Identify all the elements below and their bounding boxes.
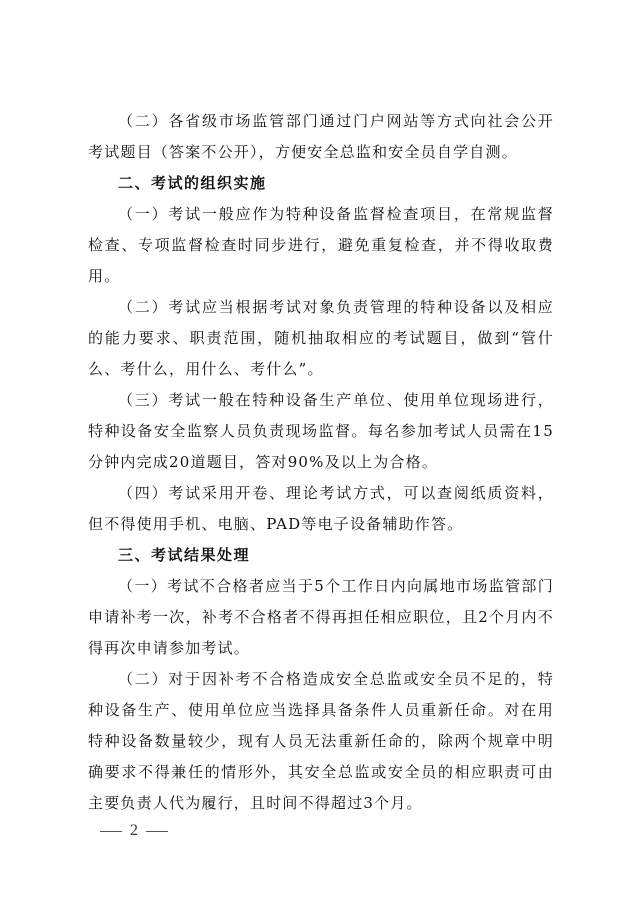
document-body: [88, 106, 554, 819]
page-number: 2: [130, 822, 138, 839]
paragraph-onsite-exam: （三）考试一般在特种设备生产单位、使用单位现场进行，特种设备安全监察人员负责现场监督。每名参加考试人员需在15分钟内完成20道题目，答对90%及以上为合格。: [88, 391, 554, 471]
paragraph-2-2-public-questions: （二）各省级市场监管部门通过门户网站等方式向社会公开考试题目（答案不公开），方便安全总监和安全员自学自测。: [88, 112, 554, 161]
paragraph-retake: （一）考试不合格者应当于5个工作日内向属地市场监管部门申请补考一次，补考不合格者不得再担任相应职位，且2个月内不得再次申请参加考试。: [88, 577, 554, 657]
paragraph-reappointment: （二）对于因补考不合格造成安全总监或安全员不足的，特种设备生产、使用单位应当选择具备条件人员重新任命。对在用特种设备数量较少，现有人员无法重新任命的，除两个规章中明确要求不得兼任的情形外，其安全总监或安全员的相应职责可由主要负责人代为履行，且时间不得超过3个月。: [88, 670, 554, 812]
page-footer: [92, 822, 176, 840]
paragraph-open-book: （四）考试采用开卷、理论考试方式，可以查阅纸质资料，但不得使用手机、电脑、PAD等电子设备辅助作答。: [88, 484, 554, 533]
footer-dash-right: [146, 831, 168, 832]
section-heading-results: 三、考试结果处理: [118, 546, 251, 564]
paragraph-exam-as-inspection-item: （一）考试一般应作为特种设备监督检查项目，在常规监督检查、专项监督检查时同步进行，避免重复检查，并不得收取费用。: [88, 205, 554, 285]
paragraph-random-question-selection: （二）考试应当根据考试对象负责管理的特种设备以及相应的能力要求、职责范围，随机抽取相应的考试题目，做到“管什么、考什么，用什么、考什么”。: [88, 298, 554, 378]
footer-dash-left: [100, 831, 122, 832]
section-heading-organization: 二、考试的组织实施: [118, 174, 267, 192]
